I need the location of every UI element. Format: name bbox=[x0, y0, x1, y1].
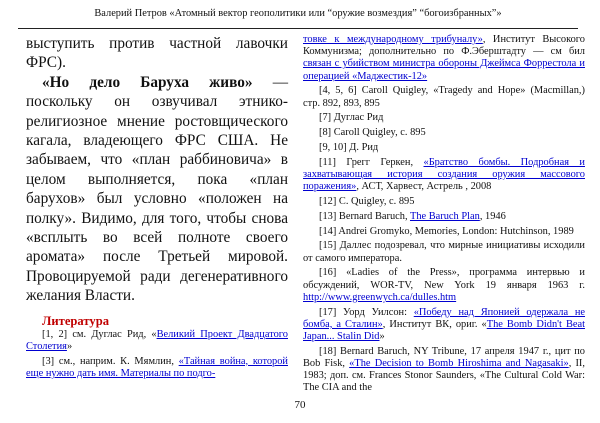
footnote-11 bbox=[303, 157, 585, 194]
footnote-1-2-prefix: [1, 2] см. Дуглас Рид, « bbox=[42, 328, 157, 340]
paragraph-1-text: выступить против частной лавочки ФРС). bbox=[26, 35, 288, 72]
footnote-15: [15] Даллес подозревал, что мирные инициативы исходили от самого императора. bbox=[303, 240, 585, 264]
footnote-4-5-6: [4, 5, 6] Caroll Quigley, «Tragedy and Hope» (Macmillan,) стр. 892, 893, 895 bbox=[303, 85, 585, 109]
page-number: 70 bbox=[294, 399, 306, 411]
right-column bbox=[303, 34, 585, 400]
footnote-18-prefix: [18] Bernard Baruch, NY Tribune, 17 апреля 1947 г., цит по Bob Fisk, bbox=[303, 345, 585, 369]
footnote-11-prefix: [11] Грегг Геркен, bbox=[319, 156, 424, 168]
footnote-16 bbox=[303, 267, 585, 304]
footnote-13-prefix: [13] Bernard Baruch, bbox=[319, 210, 410, 222]
running-header bbox=[18, 3, 578, 29]
footnote-3-continued bbox=[303, 34, 585, 83]
footnote-1-2 bbox=[26, 329, 288, 353]
footnote-3-prefix: [3] см., наприм. К. Мямлин, bbox=[42, 355, 179, 367]
link-tribunal[interactable]: товке к международному трибуналу» bbox=[303, 34, 483, 45]
paragraph-2-text: — поскольку он озвучивал этнико-религиозное мнение ростовщического кагала, владеющего ФРС США. Не забываем, что «план раббиновича» в целом выполняется, пока «план барухов» был условно «положен на полку». Видимо, для того, чтобы снова «всплыть во всей полноте своего аромата» после Третьей мировой. Провоцируемой ради дегенеративного желания Власти. bbox=[26, 73, 288, 305]
footnote-18-suffix: , II, 1983; доп. см. Frances Stonor Saunders, «The Cultural Cold War: The CIA and the bbox=[303, 358, 585, 394]
link-forrestal[interactable]: связан с убийством министра обороны Джеймса Форрестола и операцией «Маджестик-12» bbox=[303, 58, 585, 82]
link-brotherhood-bomb[interactable]: «Братство бомбы. Подробная и захватывающая история создания оружия массового поражения» bbox=[303, 156, 585, 193]
header-title: Валерий Петров «Атомный вектор геополитики или “оружие возмездия” “богоизбранных”» bbox=[94, 8, 502, 19]
footnote-11-suffix: , АСТ, Харвест, Астрель , 2008 bbox=[356, 181, 492, 193]
link-bomb-didnt-beat-japan[interactable]: The Bomb Didn't Beat Japan... Stalin Did bbox=[303, 318, 585, 342]
footnote-17 bbox=[303, 307, 585, 344]
link-victory-japan[interactable]: «Победу над Японией одержала не бомба, а Сталин» bbox=[303, 306, 586, 330]
link-baruch-plan[interactable]: The Baruch Plan bbox=[409, 210, 480, 222]
footnote-7: [7] Дуглас Рид bbox=[319, 112, 384, 124]
main-text bbox=[26, 34, 288, 306]
footnote-18 bbox=[303, 346, 585, 395]
link-greenwych[interactable]: http://www.greenwych.ca/dulles.htm bbox=[303, 291, 457, 303]
paragraph-2 bbox=[26, 73, 288, 306]
footnote-14: [14] Andrei Gromyko, Memories, London: Hutchinson, 1989 bbox=[319, 225, 574, 237]
left-column bbox=[26, 34, 288, 399]
footnote-17-suffix: » bbox=[379, 331, 385, 342]
link-great-project[interactable]: Великий Проект Двадцатого Столетия bbox=[26, 328, 288, 352]
footnote-13 bbox=[303, 211, 585, 223]
paragraph-2-lead: «Но дело Баруха живо» bbox=[42, 73, 253, 91]
footnotes-left bbox=[26, 329, 288, 380]
footnote-1-2-suffix: » bbox=[66, 340, 73, 352]
footnote-17-middle: , Институт ВК, ориг. « bbox=[382, 318, 487, 330]
paragraph-1 bbox=[26, 34, 288, 73]
footnote-8: [8] Caroll Quigley, с. 895 bbox=[319, 127, 426, 139]
footnote-9-10: [9, 10] Д. Рид bbox=[319, 142, 379, 153]
footnote-16-prefix: [16] «Ladies of the Press», программа интервью и обсуждений, WOR-TV, New York 19 января 1963 г. bbox=[303, 267, 585, 291]
footnote-3 bbox=[26, 356, 288, 380]
link-decision-to-bomb[interactable]: «The Decision to Bomb Hiroshima and Nagasaki» bbox=[349, 358, 569, 369]
footnote-12: [12] C. Quigley, с. 895 bbox=[319, 196, 415, 207]
link-secret-war[interactable]: «Тайная война, которой еще нужно дать имя. Материалы по подго- bbox=[26, 355, 288, 379]
literature-heading: Литература bbox=[42, 313, 110, 328]
footnote-3-cont-text: , Институт Высокого Коммунизма; дополнительно по Ф.Эберштадту — см бил bbox=[303, 34, 585, 58]
footnote-13-suffix: , 1946 bbox=[479, 210, 506, 222]
footnote-17-prefix: [17] Уорд Уилсон: bbox=[319, 306, 414, 318]
footnotes-right bbox=[303, 34, 585, 395]
